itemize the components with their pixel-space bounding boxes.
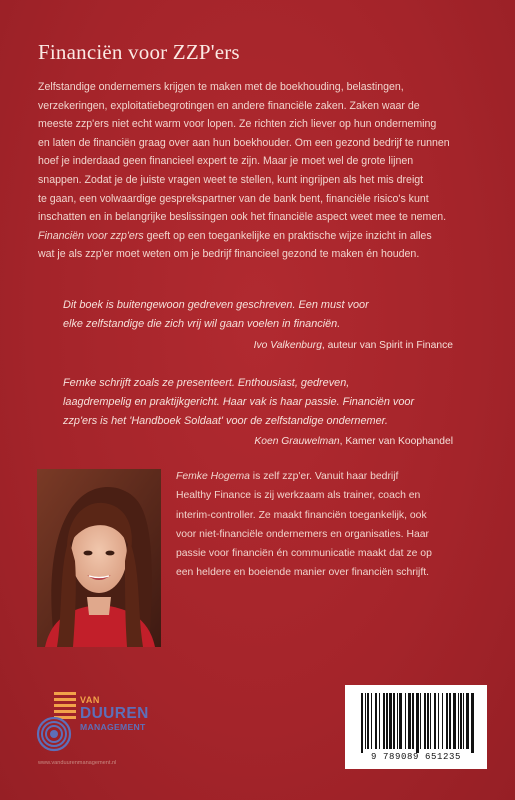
- bio-line: passie voor financiën én communicatie maakt dat ze op: [176, 548, 432, 560]
- barcode-bar: [371, 693, 372, 749]
- barcode-bar: [412, 693, 414, 749]
- intro-line: hoef je inderdaad geen financieel expert te zijn. Maar je moet wel de grote lijnen: [38, 155, 414, 168]
- barcode-bar: [430, 693, 431, 749]
- barcode-bar: [405, 693, 406, 749]
- author-bio: [176, 467, 476, 583]
- author-name: Femke Hogema: [176, 471, 250, 482]
- isbn-digits: 9 789089 651235: [370, 752, 461, 762]
- intro-line: Zelfstandige ondernemers krijgen te maken met de boekhouding, belastingen,: [38, 81, 404, 93]
- barcode-bar: [449, 693, 451, 749]
- quote-author: Ivo Valkenburg: [253, 339, 322, 351]
- quote-text: [63, 374, 453, 430]
- publisher-logo: [36, 690, 186, 780]
- quote-line: Dit boek is buitengewoon gedreven geschreven. Een must voor: [63, 299, 369, 311]
- endorsement-quote: [63, 374, 453, 452]
- barcode-bar: [386, 693, 388, 749]
- barcode-bar: [375, 693, 377, 749]
- publisher-name-line: MANAGEMENT: [80, 721, 146, 732]
- barcode-bar: [365, 693, 366, 749]
- intro-book-title: Financiën voor zzp'ers: [38, 229, 144, 242]
- publisher-name-line: DUUREN: [80, 705, 149, 722]
- bio-line: [176, 467, 476, 486]
- barcode-bar: [453, 693, 456, 749]
- quote-affiliation: , Kamer van Koophandel: [339, 436, 453, 448]
- bio-line: Healthy Finance is zij werkzaam als trainer, coach en: [176, 490, 421, 502]
- quote-line: zzp'ers is het 'Handboek Soldaat' voor de zelfstandige ondernemer.: [63, 414, 388, 427]
- publisher-wordmark: [80, 696, 149, 731]
- barcode-bar: [408, 693, 411, 749]
- intro-line: verzekeringen, exploitatiebegrotingen en andere financiële zaken. Zaken waar de: [38, 99, 420, 112]
- barcode-bar: [446, 693, 448, 749]
- barcode-bar: [397, 693, 398, 749]
- author-portrait-illustration: [37, 469, 161, 647]
- intro-paragraph: [38, 78, 486, 264]
- barcode-bar: [393, 693, 395, 749]
- barcode-bar: [458, 693, 459, 749]
- endorsement-quote: [63, 296, 453, 355]
- intro-line: snappen. Zodat je de juiste vragen weet te stellen, kunt ingrijpen als het mis dreigt: [38, 173, 424, 186]
- isbn-barcode: [345, 685, 487, 769]
- bio-line: interim-controller. Ze maakt financiën toegankelijk, ook: [176, 509, 427, 521]
- intro-line: wat je als zzp'er moet weten om je bedrijf financieel gezond te maken én houden.: [38, 248, 420, 261]
- quote-author: Koen Grauwelman: [254, 436, 340, 448]
- quote-attribution: [63, 433, 453, 452]
- intro-line: [38, 227, 486, 246]
- quote-line: laagdrempelig en praktijkgericht. Haar vak is haar passie. Financiën voor: [63, 395, 415, 408]
- book-title: Financiën voor ZZP'ers: [38, 40, 240, 64]
- intro-line: inschatten en in belangrijke beslissingen ook het financiële aspect weet mee te nemen.: [38, 211, 447, 224]
- bio-line: een heldere en boeiende manier over financiën schrijft.: [176, 567, 429, 579]
- barcode-bar: [416, 693, 419, 753]
- barcode-bar: [420, 693, 421, 749]
- barcode-bar: [389, 693, 392, 749]
- intro-line: te gaan, een volwaardige gesprekspartner van de bank bent, financiële risico's kunt: [38, 192, 429, 205]
- quote-line: elke zelfstandige die zich vrij wil gaan voelen in financiën.: [63, 317, 341, 330]
- barcode-bar: [367, 693, 369, 749]
- publisher-url: www.vanduurenmanagement.nl: [38, 760, 117, 766]
- intro-line-rest: geeft op een toegankelijke en praktische wijze inzicht in alles: [143, 229, 432, 242]
- barcode-bar: [471, 693, 474, 753]
- quote-affiliation: , auteur van Spirit in Finance: [321, 339, 453, 351]
- quote-line: Femke schrijft zoals ze presenteert. Enthousiast, gedreven,: [63, 377, 350, 389]
- barcode-bar: [383, 693, 385, 749]
- intro-line: meeste zzp'ers niet echt warm voor lopen. Ze richten zich liever op hun onderneming: [38, 118, 437, 131]
- bio-line: voor niet-financiële ondernemers en organisaties. Haar: [176, 528, 429, 540]
- barcode-bar: [379, 693, 380, 749]
- publisher-name-line: VAN: [80, 695, 100, 705]
- barcode-bar: [424, 693, 426, 749]
- publisher-emblem-icon: [36, 690, 84, 754]
- quote-attribution: [63, 337, 453, 356]
- barcode-bar: [463, 693, 464, 749]
- barcode-bar: [399, 693, 402, 749]
- barcode-bar: [438, 693, 439, 749]
- barcode-bar: [442, 693, 443, 749]
- barcode-bar: [460, 693, 462, 749]
- bio-line-rest: is zelf zzp'er. Vanuit haar bedrijf: [249, 471, 399, 482]
- barcode-bar: [466, 693, 469, 749]
- barcode-bar: [427, 693, 429, 749]
- barcode-bar: [361, 693, 363, 753]
- intro-line: en laten de financiën graag over aan hun boekhouder. Om een gezond bedrijf te runnen: [38, 136, 450, 149]
- quote-text: [63, 296, 453, 334]
- barcode-bar: [434, 693, 436, 749]
- author-photo: [37, 469, 161, 647]
